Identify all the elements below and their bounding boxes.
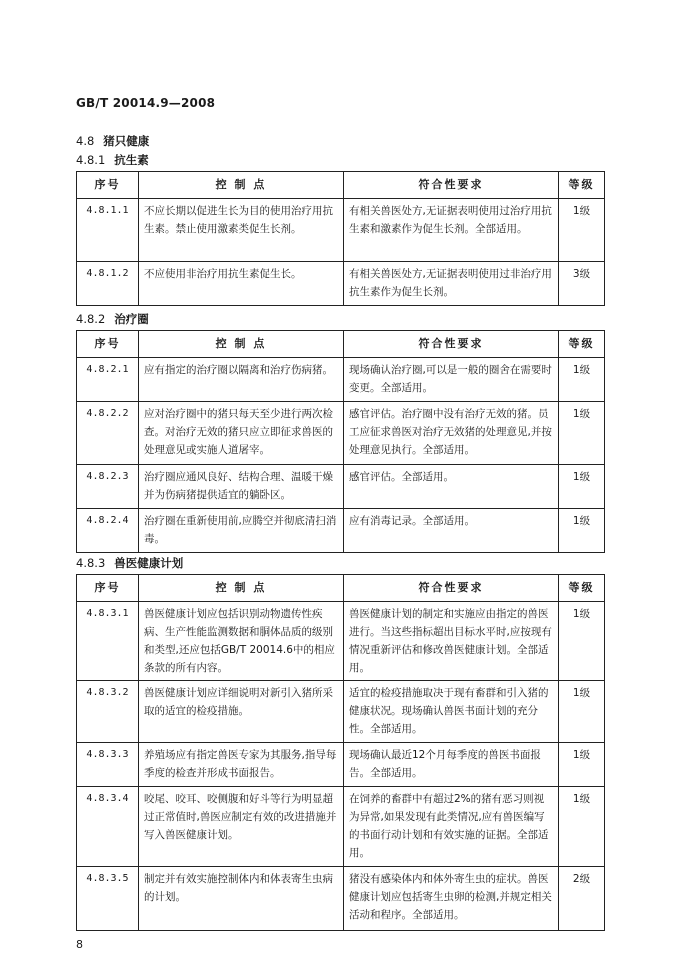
table-row — [77, 787, 605, 867]
row-control: 养殖场应有指定兽医专家为其服务,指导每季度的检查并形成书面报告。 — [139, 743, 344, 787]
header-level: 等级 — [559, 172, 605, 199]
header-id: 序号 — [77, 172, 139, 199]
table-vet-health-plan — [76, 574, 605, 931]
row-compliance: 有相关兽医处方,无证据表明使用过治疗用抗生素和激素作为促生长剂。全部适用。 — [344, 199, 559, 262]
row-id: 4.8.2.2 — [77, 402, 139, 465]
row-level: 1级 — [559, 509, 605, 553]
row-control: 不应长期以促进生长为目的使用治疗用抗生素。禁止使用激素类促生长剂。 — [139, 199, 344, 262]
subsection-heading-antibiotics — [76, 152, 149, 168]
table-antibiotics — [76, 171, 605, 306]
row-level: 1级 — [559, 465, 605, 509]
row-control: 兽医健康计划应包括识别动物遗传性疾病、生产性能监测数据和胴体品质的级别和类型,还应包括GB/T 20014.6中的相应条款的所有内容。 — [139, 602, 344, 681]
row-level: 3级 — [559, 262, 605, 306]
subsection-number: 4.8.2 — [76, 312, 106, 326]
section-title: 猪只健康 — [103, 134, 150, 148]
header-compliance: 符合性要求 — [344, 575, 559, 602]
header-id: 序号 — [77, 575, 139, 602]
table-header-row — [77, 575, 605, 602]
row-control: 治疗圈在重新使用前,应腾空并彻底清扫消毒。 — [139, 509, 344, 553]
header-level: 等级 — [559, 331, 605, 358]
header-compliance: 符合性要求 — [344, 172, 559, 199]
page-number: 8 — [76, 938, 83, 951]
header-control: 控 制 点 — [139, 575, 344, 602]
row-compliance: 应有消毒记录。全部适用。 — [344, 509, 559, 553]
subsection-number: 4.8.1 — [76, 153, 106, 167]
row-compliance: 现场确认治疗圈,可以是一般的圈舍在需要时变更。全部适用。 — [344, 358, 559, 402]
row-compliance: 感官评估。全部适用。 — [344, 465, 559, 509]
row-level: 1级 — [559, 787, 605, 867]
row-level: 1级 — [559, 681, 605, 743]
subsection-heading-treatment-pen — [76, 311, 149, 327]
row-compliance: 猪没有感染体内和体外寄生虫的症状。兽医健康计划应包括寄生虫卵的检测,并规定相关活动和程序。全部适用。 — [344, 867, 559, 931]
row-id: 4.8.1.2 — [77, 262, 139, 306]
table-row — [77, 358, 605, 402]
row-level: 1级 — [559, 402, 605, 465]
row-id: 4.8.3.1 — [77, 602, 139, 681]
header-control: 控 制 点 — [139, 172, 344, 199]
row-id: 4.8.3.2 — [77, 681, 139, 743]
subsection-title: 抗生素 — [114, 153, 149, 167]
row-compliance: 兽医健康计划的制定和实施应由指定的兽医进行。当这些指标超出目标水平时,应按现有情况重新评估和修改兽医健康计划。全部适用。 — [344, 602, 559, 681]
row-id: 4.8.3.4 — [77, 787, 139, 867]
table-row — [77, 262, 605, 306]
row-id: 4.8.2.1 — [77, 358, 139, 402]
subsection-title: 治疗圈 — [114, 312, 149, 326]
table-treatment-pen — [76, 330, 605, 553]
row-level: 1级 — [559, 743, 605, 787]
row-compliance: 感官评估。治疗圈中没有治疗无效的猪。员工应征求兽医对治疗无效猪的处理意见,并按处理意见执行。全部适用。 — [344, 402, 559, 465]
table-row — [77, 743, 605, 787]
row-id: 4.8.1.1 — [77, 199, 139, 262]
row-control: 治疗圈应通风良好、结构合理、温暖干燥并为伤病猪提供适宜的躺卧区。 — [139, 465, 344, 509]
row-level: 1级 — [559, 199, 605, 262]
subsection-title: 兽医健康计划 — [114, 556, 184, 570]
row-control: 兽医健康计划应详细说明对新引入猪所采取的适宜的检疫措施。 — [139, 681, 344, 743]
row-level: 1级 — [559, 358, 605, 402]
table-header-row — [77, 331, 605, 358]
row-compliance: 在饲养的畜群中有超过2%的猪有恶习则视为异常,如果发现有此类情况,应有兽医编写的书面行动计划和有效实施的证据。全部适用。 — [344, 787, 559, 867]
section-heading — [76, 133, 149, 149]
header-level: 等级 — [559, 575, 605, 602]
header-control: 控 制 点 — [139, 331, 344, 358]
header-compliance: 符合性要求 — [344, 331, 559, 358]
row-id: 4.8.2.3 — [77, 465, 139, 509]
row-control: 不应使用非治疗用抗生素促生长。 — [139, 262, 344, 306]
table-header-row — [77, 172, 605, 199]
row-control: 咬尾、咬耳、咬侧腹和好斗等行为明显超过正常值时,兽医应制定有效的改进措施并写入兽医健康计划。 — [139, 787, 344, 867]
table-row — [77, 681, 605, 743]
row-level: 2级 — [559, 867, 605, 931]
table-row — [77, 602, 605, 681]
row-compliance: 适宜的检疫措施取决于现有畜群和引入猪的健康状况。现场确认兽医书面计划的充分性。全部适用。 — [344, 681, 559, 743]
table-row — [77, 509, 605, 553]
row-id: 4.8.3.5 — [77, 867, 139, 931]
table-row — [77, 402, 605, 465]
row-level: 1级 — [559, 602, 605, 681]
row-compliance: 有相关兽医处方,无证据表明使用过非治疗用抗生素作为促生长剂。 — [344, 262, 559, 306]
table-row — [77, 465, 605, 509]
row-id: 4.8.3.3 — [77, 743, 139, 787]
table-row — [77, 867, 605, 931]
row-control: 应对治疗圈中的猪只每天至少进行两次检查。对治疗无效的猪只应立即征求兽医的处理意见或实施人道屠宰。 — [139, 402, 344, 465]
subsection-heading-vet-health-plan — [76, 555, 183, 571]
table-row — [77, 199, 605, 262]
subsection-number: 4.8.3 — [76, 556, 106, 570]
row-compliance: 现场确认最近12个月每季度的兽医书面报告。全部适用。 — [344, 743, 559, 787]
row-control: 制定并有效实施控制体内和体表寄生虫病的计划。 — [139, 867, 344, 931]
row-control: 应有指定的治疗圈以隔离和治疗伤病猪。 — [139, 358, 344, 402]
row-id: 4.8.2.4 — [77, 509, 139, 553]
header-id: 序号 — [77, 331, 139, 358]
section-number: 4.8 — [76, 134, 95, 148]
document-code: GB/T 20014.9—2008 — [76, 96, 216, 110]
